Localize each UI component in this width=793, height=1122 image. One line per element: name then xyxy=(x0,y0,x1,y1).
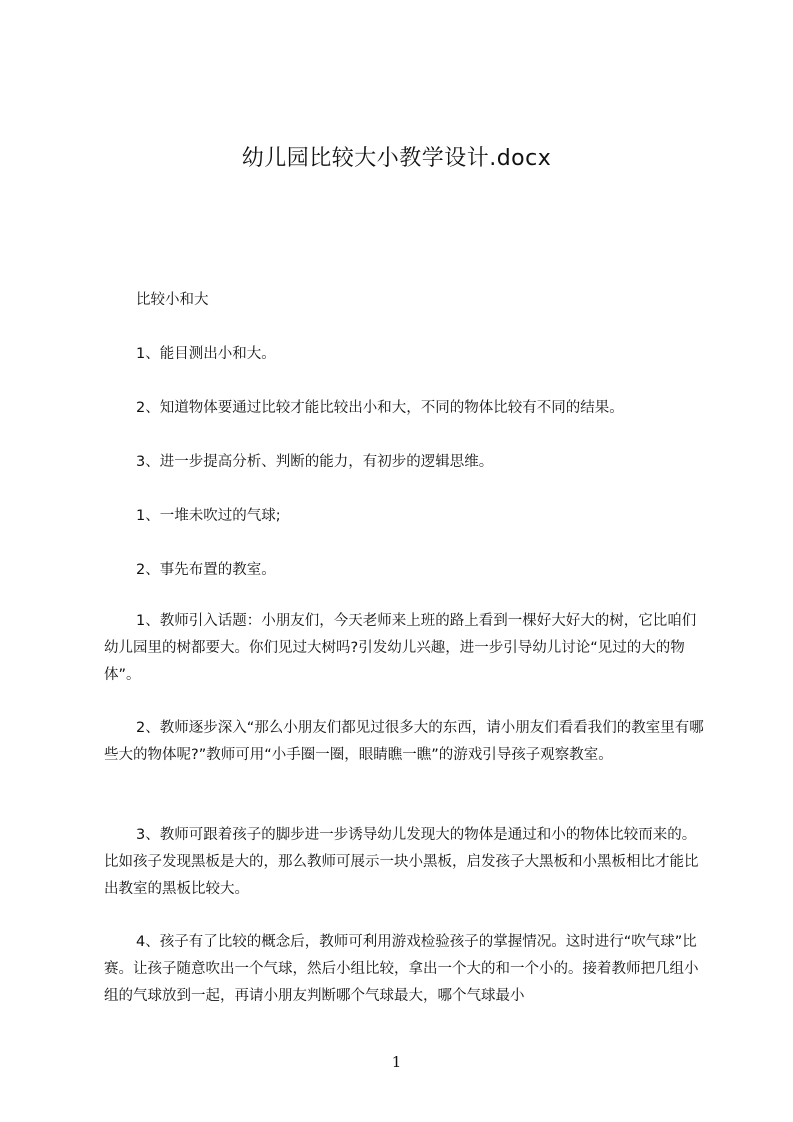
paragraph-step-1: 1、教师引入话题：小朋友们，今天老师来上班的路上看到一棵好大好大的树，它比咱们幼儿园里的树都要大。你们见过大树吗?引发幼儿兴趣，进一步引导幼儿讨论“见过的大的物体”。 xyxy=(104,613,697,683)
paragraph-step-2: 2、教师逐步深入“那么小朋友们都见过很多大的东西，请小朋友们看看我们的教室里有哪些大的物体呢?”教师可用“小手圈一圈，眼睛瞧一瞧”的游戏引导孩子观察教室。 xyxy=(104,720,704,763)
paragraph-objective-2: 2、知道物体要通过比较才能比较出小和大，不同的物体比较有不同的结果。 xyxy=(136,400,624,416)
page-number: 1 xyxy=(391,1053,402,1071)
paragraph-material-2: 2、事先布置的教室。 xyxy=(136,562,276,578)
paragraph-objective-3: 3、进一步提高分析、判断的能力，有初步的逻辑思维。 xyxy=(136,454,494,470)
paragraph-heading: 比较小和大 xyxy=(136,292,209,308)
paragraph-objective-1: 1、能目测出小和大。 xyxy=(136,346,276,362)
paragraph-step-3: 3、教师可跟着孩子的脚步进一步诱导幼儿发现大的物体是通过和小的物体比较而来的。比如孩子发现黑板是大的，那么教师可展示一块小黑板，启发孩子大黑板和小黑板相比才能比出教室的黑板比较大。 xyxy=(104,827,699,897)
paragraph-step-4: 4、孩子有了比较的概念后，教师可利用游戏检验孩子的掌握情况。这时进行“吹气球”比赛。让孩子随意吹出一个气球，然后小组比较，拿出一个大的和一个小的。接着教师把几组小组的气球放到一起，再请小朋友判断哪个气球最大，哪个气球最小 xyxy=(104,934,699,1004)
paragraph-material-1: 1、一堆未吹过的气球; xyxy=(136,508,281,524)
document-title: 幼儿园比较大小教学设计.docx xyxy=(241,146,552,171)
